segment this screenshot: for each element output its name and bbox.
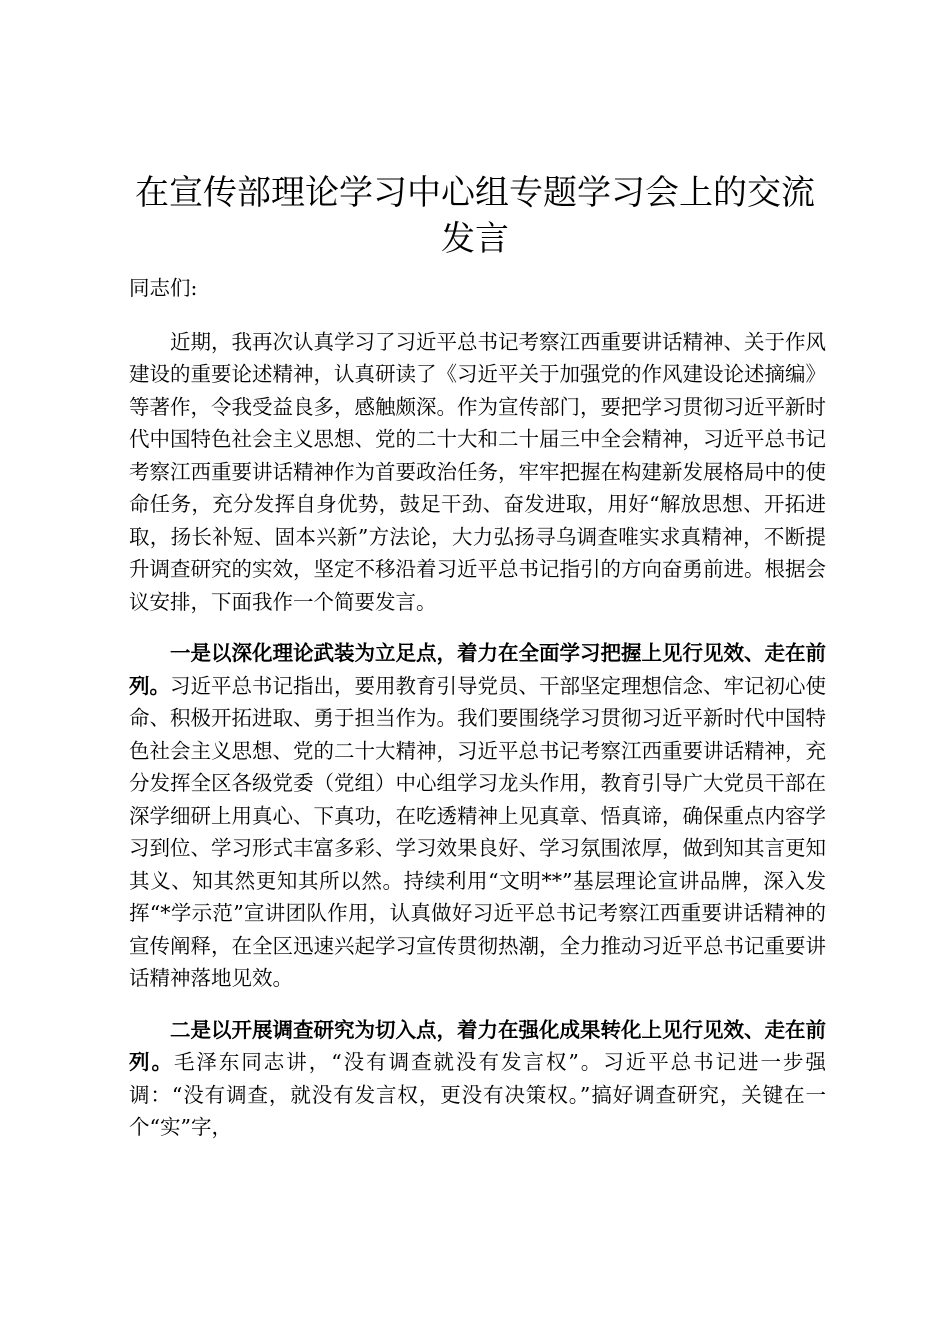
paragraph-text: 习近平总书记指出，要用教育引导党员、干部坚定理想信念、牢记初心使命、积极开拓进取、勇于担当作为。我们要围绕学习贯彻习近平新时代中国特色社会主义思想、党的二十大精神，习近平总书记考察江西重要讲话精神，充分发挥全区各级党委（党组）中心组学习龙头作用，教育引导广大党员干部在深学细研上用真心、下真功，在吃透精神上见真章、悟真谛，确保重点内容学习到位、学习形式丰富多彩、学习效果良好、学习氛围浓厚，做到知其言更知其义、知其然更知其所以然。持续利用“文明**”基层理论宣讲品牌，深入发挥“*学示范”宣讲团队作用，认真做好习近平总书记考察江西重要讲话精神的宣传阐释，在全区迅速兴起学习宣传贯彻热潮，全力推动习近平总书记重要讲话精神落地见效。 bbox=[129, 673, 826, 990]
salutation: 同志们: bbox=[129, 276, 198, 300]
paragraph-point-two bbox=[129, 1014, 826, 1144]
paragraph-text: 近期，我再次认真学习了习近平总书记考察江西重要讲话精神、关于作风建设的重要论述精神，认真研读了《习近平关于加强党的作风建设论述摘编》等著作，令我受益良多，感触颇深。作为宣传部门，要把学习贯彻习近平新时代中国特色社会主义思想、党的二十大和二十届三中全会精神，习近平总书记考察江西重要讲话精神作为首要政治任务，牢牢把握在构建新发展格局中的使命任务，充分发挥自身优势，鼓足干劲、奋发进取，用好“解放思想、开拓进取，扬长补短、固本兴新”方法论，大力弘扬寻乌调查唯实求真精神，不断提升调查研究的实效，坚定不移沿着习近平总书记指引的方向奋勇前进。根据会议安排，下面我作一个简要发言。 bbox=[129, 329, 826, 614]
paragraph-lead: 二是以开展调查研究为切入点，着力在强化成果转化上见行见效、走在前列。 bbox=[129, 1017, 826, 1074]
paragraph-intro bbox=[129, 326, 826, 619]
document-title: 在宣传部理论学习中心组专题学习会上的交流发言 bbox=[135, 173, 815, 259]
paragraph-lead: 一是以深化理论武装为立足点，着力在全面学习把握上见行见效、走在前列。 bbox=[129, 641, 826, 698]
document-body bbox=[129, 272, 826, 1163]
paragraph-text: 毛泽东同志讲，“没有调查就没有发言权”。习近平总书记进一步强调：“没有调查，就没有发言权，更没有决策权。”搞好调查研究，关键在一个“实”字， bbox=[129, 1050, 826, 1139]
paragraph-point-one bbox=[129, 637, 826, 995]
